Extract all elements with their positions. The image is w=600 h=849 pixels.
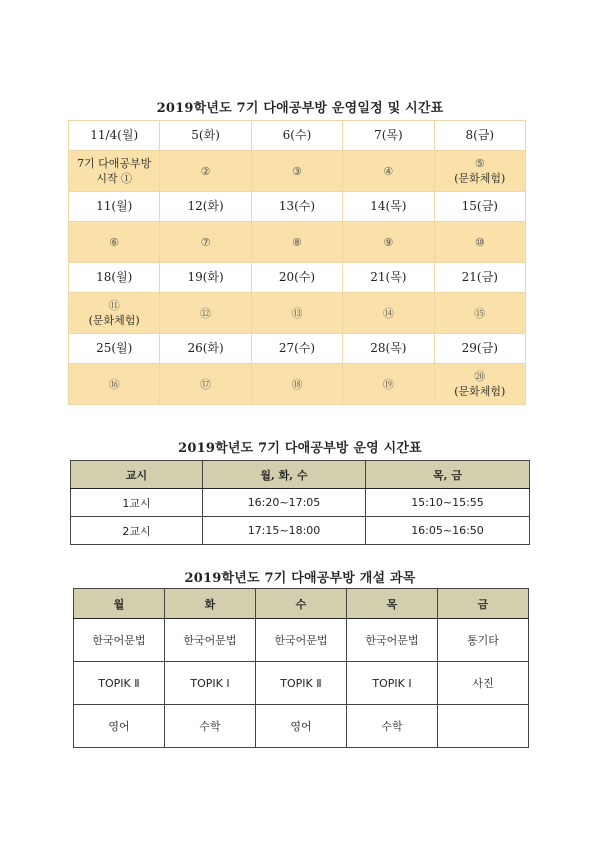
subject-cell: 영어 — [256, 705, 347, 748]
calendar-date-cell: 11(월) — [69, 192, 160, 222]
subject-cell: 통기타 — [438, 619, 529, 662]
calendar-activity-cell — [160, 222, 251, 263]
timetable-row — [71, 489, 530, 517]
calendar-activity-cell — [343, 151, 434, 192]
calendar-activity-cell — [343, 222, 434, 263]
calendar-date-cell: 6(수) — [251, 121, 342, 151]
calendar-date-row — [69, 334, 526, 364]
session-label: ⑥ — [109, 235, 120, 249]
calendar-activity-cell — [69, 151, 160, 192]
calendar-date-cell: 27(수) — [251, 334, 342, 364]
subject-cell: 한국어문법 — [256, 619, 347, 662]
calendar-date-cell: 12(화) — [160, 192, 251, 222]
calendar-date-cell: 21(목) — [343, 263, 434, 293]
timetable-header-cell: 목, 금 — [366, 461, 530, 489]
calendar-activity-cell — [69, 222, 160, 263]
calendar-date-cell: 20(수) — [251, 263, 342, 293]
operation-timetable — [70, 460, 530, 545]
subject-cell: TOPIK Ⅰ — [347, 662, 438, 705]
timetable-cell: 17:15~18:00 — [203, 517, 366, 545]
schedule-calendar — [68, 120, 526, 405]
calendar-date-cell: 28(목) — [343, 334, 434, 364]
calendar-activity-row — [69, 293, 526, 334]
calendar-activity-cell — [251, 222, 342, 263]
subject-cell: 사진 — [438, 662, 529, 705]
calendar-activity-cell — [251, 151, 342, 192]
calendar-activity-row — [69, 364, 526, 405]
calendar-activity-cell — [434, 293, 525, 334]
calendar-activity-cell — [69, 364, 160, 405]
calendar-date-cell: 29(금) — [434, 334, 525, 364]
session-label: ③ — [292, 164, 302, 178]
subjects-header-cell: 월 — [74, 589, 165, 619]
subject-cell: TOPIK Ⅱ — [256, 662, 347, 705]
calendar-activity-cell — [434, 364, 525, 405]
subject-cell: 한국어문법 — [347, 619, 438, 662]
timetable-cell: 2교시 — [71, 517, 203, 545]
calendar-activity-cell — [160, 151, 251, 192]
session-label: ④ — [383, 164, 394, 178]
session-label: ⑧ — [292, 235, 302, 249]
subjects-header-cell: 금 — [438, 589, 529, 619]
session-label: ⑳ — [474, 370, 486, 383]
subjects-row — [74, 705, 529, 748]
calendar-date-row — [69, 263, 526, 293]
calendar-date-row — [69, 192, 526, 222]
subject-cell: TOPIK Ⅰ — [165, 662, 256, 705]
timetable-cell: 1교시 — [71, 489, 203, 517]
timetable-header-row — [71, 461, 530, 489]
session-label: 7기 다애공부방 — [77, 157, 152, 170]
calendar-date-cell: 13(수) — [251, 192, 342, 222]
session-label: ⑨ — [383, 235, 394, 249]
timetable-cell: 16:20~17:05 — [203, 489, 366, 517]
session-note: (문화체험) — [454, 172, 506, 185]
session-label: ⑫ — [200, 306, 212, 320]
calendar-title: 2019학년도 7기 다애공부방 운영일정 및 시간표 — [156, 101, 444, 116]
subject-cell — [438, 705, 529, 748]
timetable-header-cell: 월, 화, 수 — [203, 461, 366, 489]
calendar-date-cell: 14(목) — [343, 192, 434, 222]
timetable-cell: 16:05~16:50 — [366, 517, 530, 545]
session-label: ⑤ — [474, 157, 485, 170]
subject-cell: 한국어문법 — [74, 619, 165, 662]
calendar-activity-cell — [343, 293, 434, 334]
session-label: ⑦ — [200, 235, 211, 249]
subjects-header-row — [74, 589, 529, 619]
subjects-row — [74, 662, 529, 705]
session-note: 시작 ① — [96, 172, 133, 185]
subject-cell: 영어 — [74, 705, 165, 748]
calendar-date-cell: 25(월) — [69, 334, 160, 364]
session-label: ⑭ — [382, 306, 394, 320]
calendar-activity-cell — [251, 364, 342, 405]
session-note: (문화체험) — [454, 385, 506, 398]
timetable-title: 2019학년도 7기 다애공부방 운영 시간표 — [178, 441, 422, 456]
calendar-activity-row — [69, 222, 526, 263]
subjects-header-cell: 화 — [165, 589, 256, 619]
subject-cell: TOPIK Ⅱ — [74, 662, 165, 705]
session-label: ⑩ — [474, 235, 485, 249]
subject-cell: 수학 — [165, 705, 256, 748]
subjects-table — [73, 588, 529, 748]
calendar-activity-cell — [69, 293, 160, 334]
calendar-date-cell: 15(금) — [434, 192, 525, 222]
calendar-activity-cell — [160, 293, 251, 334]
calendar-date-cell: 11/4(월) — [69, 121, 160, 151]
calendar-date-cell: 18(월) — [69, 263, 160, 293]
calendar-date-cell: 19(화) — [160, 263, 251, 293]
calendar-activity-cell — [343, 364, 434, 405]
session-label: ⑮ — [474, 306, 486, 320]
calendar-date-cell: 21(금) — [434, 263, 525, 293]
session-label: ⑲ — [382, 377, 394, 391]
calendar-activity-cell — [434, 151, 525, 192]
calendar-date-cell: 8(금) — [434, 121, 525, 151]
timetable-row — [71, 517, 530, 545]
session-label: ⑪ — [108, 299, 120, 312]
session-label: ⑬ — [291, 306, 303, 320]
session-label: ⑱ — [291, 377, 303, 391]
session-label: ② — [200, 164, 211, 178]
session-label: ⑯ — [108, 377, 120, 391]
calendar-activity-cell — [251, 293, 342, 334]
calendar-date-row — [69, 121, 526, 151]
calendar-activity-cell — [434, 222, 525, 263]
calendar-activity-row — [69, 151, 526, 192]
subjects-row — [74, 619, 529, 662]
subject-cell: 수학 — [347, 705, 438, 748]
timetable-cell: 15:10~15:55 — [366, 489, 530, 517]
subject-cell: 한국어문법 — [165, 619, 256, 662]
subjects-header-cell: 수 — [256, 589, 347, 619]
calendar-date-cell: 7(목) — [343, 121, 434, 151]
calendar-date-cell: 5(화) — [160, 121, 251, 151]
calendar-activity-cell — [160, 364, 251, 405]
subjects-title: 2019학년도 7기 다애공부방 개설 과목 — [184, 571, 416, 586]
subjects-header-cell: 목 — [347, 589, 438, 619]
calendar-date-cell: 26(화) — [160, 334, 251, 364]
session-label: ⑰ — [200, 377, 212, 391]
timetable-header-cell: 교시 — [71, 461, 203, 489]
session-note: (문화체험) — [88, 314, 140, 327]
